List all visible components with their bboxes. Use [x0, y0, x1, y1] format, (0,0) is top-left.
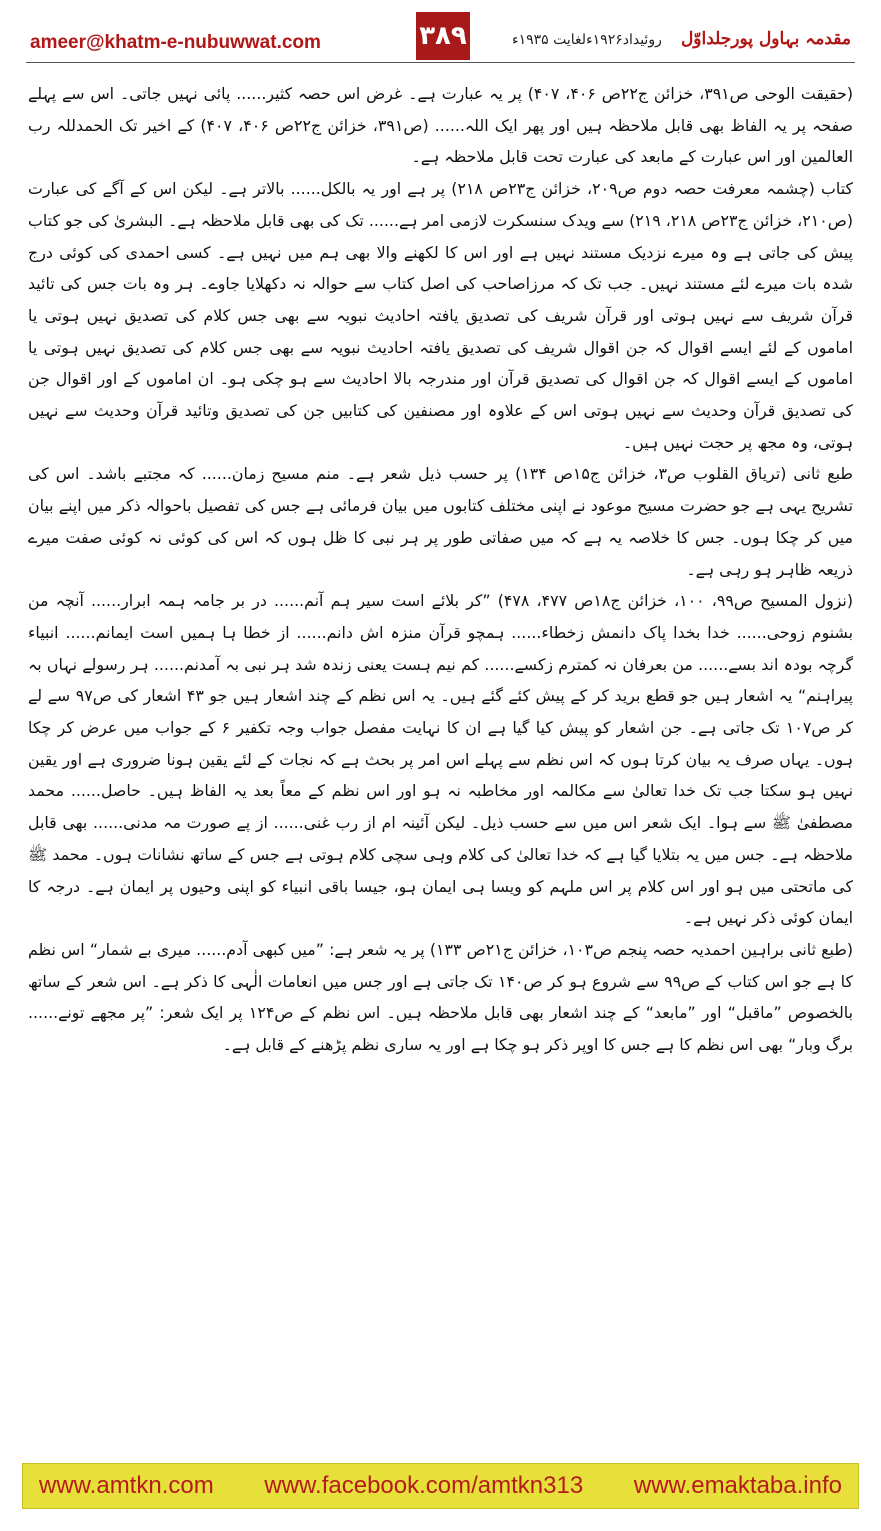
header-email[interactable]: ameer@khatm-e-nubuwwat.com — [30, 32, 321, 53]
page-number-badge: ۳۸۹ — [416, 12, 470, 60]
book-title: مقدمہ بہاول پورجلداوّل — [680, 29, 851, 49]
paragraph-1: (حقیقت الوحی ص۳۹۱، خزائن ج۲۲ص ۴۰۶، ۴۰۷) پر یہ عبارت ہے۔ غرض اس حصہ کثیر...... پائی نہیں جاتی۔ اس سے پہلے صفحہ پر یہ الفاظ بھی قابل ملاحظہ ہیں اور پھر ایک اللہ...... (ص۳۹۱، خزائن ج۲۲ص ۴۰۶، ۴۰۷) کے اخیر تک الحمدللہ رب العالمین اور اس عبارت کے مابعد کی عبارت تحت قابل ملاحظہ ہے۔ — [28, 84, 854, 167]
paragraph-4: (نزول المسیح ص۹۹، ۱۰۰، خزائن ج۱۸ص ۴۷۷، ۴۷۸) ”کر بلائے است سیر ہم آنم...... در بر جامہ ہمہ ابرار...... آنچہ من بشنوم زوحی...... خدا بخدا پاک دانمش زخطاء...... ہمچو قرآن منزہ اش دانم...... از خطا ہا ہمیں است ایمانم...... انبیاء گرچہ بودہ اند بسے...... من بعرفان نہ کمترم زکسے...... کم نیم ہست یعنی زندہ شد ہر نبی بہ آمدنم...... ہر رسولے نہاں بہ پیراہنم“ یہ اشعار ہیں جو قطع برید کر کے پیش کئے گئے ہیں۔ یہ اس نظم کے چند اشعار ہیں جو ۴۳ اشعار کی ص۹۷ سے لے کر ص۱۰۷ تک جاتی ہے۔ جن اشعار کو پیش کیا گیا ہے ان کا نہایت مفصل جواب وجہ تکفیر ۶ کے جواب میں عرض کر چکا ہوں۔ یہاں صرف یہ بیان کرتا ہوں کہ اس نظم سے پہلے اس امر پر بحث ہے کہ نجات کے لئے یقین ہونا ضروری ہے اور یقین نہیں ہو سکتا جب تک خدا تعالیٰ سے مکالمہ اور مخاطبہ نہ ہو اور اس نظم کے معاً بعد یہ الفاظ ہیں۔ حاصل...... محمد مصطفیٰ ﷺ سے ہوا۔ ایک شعر اس میں سے حسب ذیل۔ لیکن آئینہ ام از رب غنی...... از پے صورت مہ مدنی...... بھی قابل ملاحظہ ہے۔ جس میں یہ بتلایا گیا ہے کہ خدا تعالیٰ کی کلام وہی سچی کلام ہوتی ہے جس کے ساتھ نشانات ہوں۔ محمد ﷺ کی ماتحتی میں ہو اور اس کلام پر اس ملہم کو ویسا ہی ایمان ہو، جیسا باقی انبیاء کو اپنی وحیوں پر ایمان ہے۔ درجہ کا ایمان کوئی ذکر نہیں ہے۔ — [28, 591, 853, 928]
page-header — [0, 0, 881, 72]
page-body — [28, 78, 853, 1061]
header-title-group — [512, 28, 851, 49]
footer-banner — [22, 1463, 859, 1509]
footer-link-amtkn[interactable]: www.amtkn.com — [39, 1472, 214, 1499]
footer-link-facebook[interactable]: www.facebook.com/amtkn313 — [264, 1472, 584, 1499]
paragraph-2: کتاب (چشمہ معرفت حصہ دوم ص۲۰۹، خزائن ج۲۳ص ۲۱۸) پر ہے اور یہ بالکل...... بالاتر ہے۔ لیکن اس کے آگے کی عبارت (ص۲۱۰، خزائن ج۲۳ص ۲۱۸، ۲۱۹) سے ویدک سنسکرت لازمی امر ہے...... تک کی بھی قابل ملاحظہ ہے۔ البشریٰ کی جو کتاب پیش کی جاتی ہے وہ میرے نزدیک مستند نہیں ہے اور اس کا لکھنے والا بھی ہم میں نہیں ہے۔ کسی احمدی کی کوئی درج شدہ بات میرے لئے مستند نہیں۔ جب تک کہ مرزاصاحب کی اصل کتاب سے حوالہ نہ دکھلایا جاوے۔ ہر وہ بات جس کی تائید قرآن شریف سے نہیں ہوتی اور قرآن شریف کی تصدیق یافتہ احادیث نبویہ سے بھی جس کلام کی تصدیق نہیں ہوتی یا اماموں کے لئے ایسے اقوال کہ جن اقوال شریف کی تصدیق یافتہ احادیث نبویہ سے بھی جس کلام کی تصدیق نہیں ہوتی یا اماموں کے ایسے اقوال کہ جن اقوال کی تصدیق قرآن اور مندرجہ بالا احادیث سے ہو چکی ہو۔ ان اماموں کے اور اقوال جن کی تصدیق قرآن وحدیث سے نہیں ہوتی اس کے علاوہ اور مصنفین کی کتابیں جن کی تصدیق وتائید قرآن وحدیث سے نہیں ہوتی، وہ مجھ پر حجت نہیں ہیں۔ — [28, 179, 853, 452]
paragraph-5: (طبع ثانی براہین احمدیہ حصہ پنجم ص۱۰۳، خزائن ج۲۱ص ۱۳۳) پر یہ شعر ہے: ”میں کبھی آدم...... میری بے شمار“ اس نظم کا ہے جو اس کتاب کے ص۹۹ سے شروع ہو کر ص۱۴۰ تک جاتی ہے اور جس میں انعامات الٰہی کا ذکر ہے۔ اس شعر کے ساتھ بالخصوص ”ماقبل“ اور ”مابعد“ کے چند اشعار بھی قابل ملاحظہ ہیں۔ اس نظم کے ص۱۲۴ پر ایک شعر: ”پر مجھے تونے...... برگ وبار“ بھی اس نظم کا ہے جس کا اوپر ذکر ہو چکا ہے اور یہ ساری نظم پڑھنے کے قابل ہے۔ — [28, 939, 854, 1055]
header-divider — [26, 62, 855, 63]
book-subtitle: روئیداد۱۹۲۶ءلغایت ۱۹۳۵ء — [512, 32, 662, 48]
footer-link-emaktaba[interactable]: www.emaktaba.info — [633, 1472, 842, 1499]
paragraph-3: طبع ثانی (تریاق القلوب ص۳، خزائن ج۱۵ص ۱۳۴) پر حسب ذیل شعر ہے۔ منم مسیح زمان...... کہ مجتبے باشد۔ اس کی تشریح یہی ہے جو حضرت مسیح موعود نے اپنی مختلف کتابوں میں بیان فرمائی ہے جس کی تفصیل باحوالہ ذکر میں اپنے بیان میں کر چکا ہوں۔ جس کا خلاصہ یہ ہے کہ میں صفاتی طور پر ہر نبی کا ظل ہوں کہ اس کی کوئی نہ کوئی صفت میرے ذریعہ ظاہر ہو رہی ہے۔ — [28, 464, 853, 579]
